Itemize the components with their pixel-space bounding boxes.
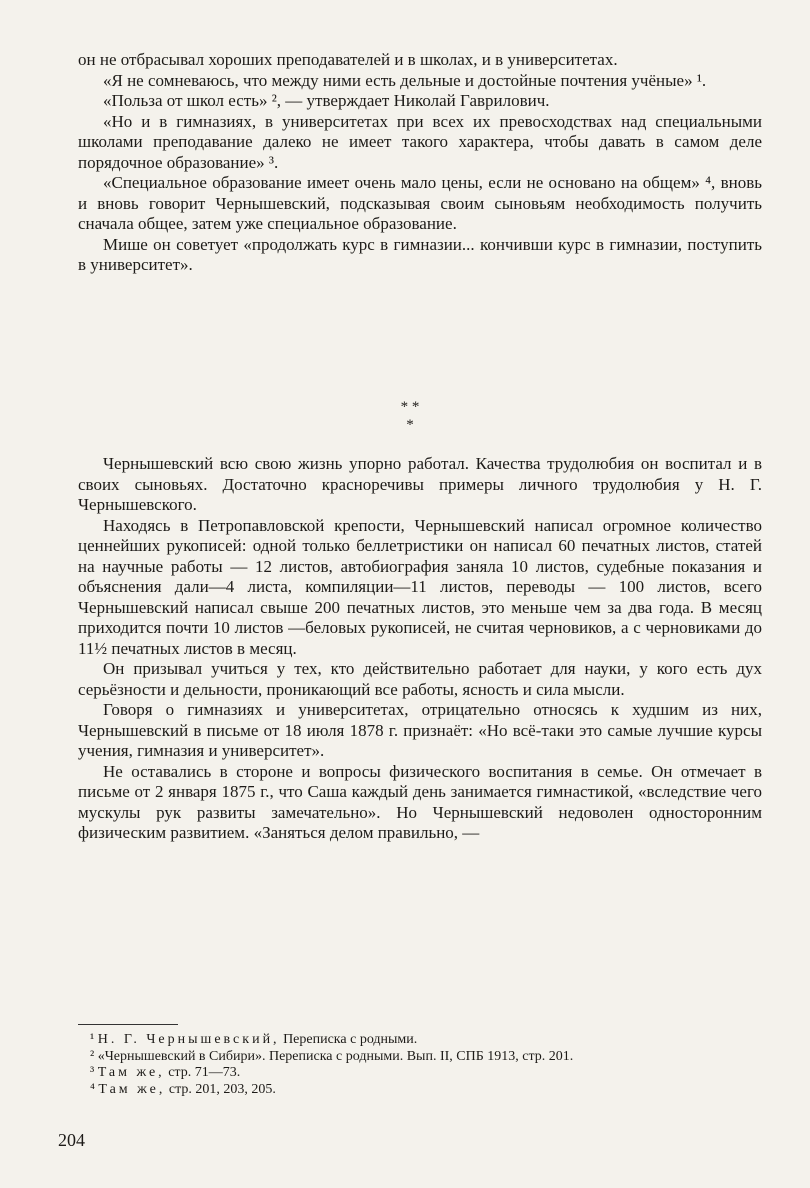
footnote-text: стр. 201, 203, 205. bbox=[165, 1081, 276, 1097]
footnote-mark: ² bbox=[90, 1048, 95, 1064]
separator-stars-top: * * bbox=[400, 399, 420, 415]
footnote-text: «Чернышевский в Сибири». Переписка с родными. Вып. II, СПБ 1913, стр. 201. bbox=[94, 1048, 574, 1064]
footnote-mark: ⁴ bbox=[90, 1081, 95, 1097]
footnotes bbox=[78, 1032, 762, 1098]
footnote-text: стр. 71—73. bbox=[164, 1065, 241, 1080]
footnote-ibid: Там же, bbox=[98, 1081, 166, 1097]
paragraph: «Но и в гимназиях, в университетах при всех их превосходствах над специальными школами преподавание далеко не имеет такого характера, чтобы давать в самом деле порядочное образование» ³. bbox=[78, 111, 762, 172]
footnote-ibid: Там же, bbox=[97, 1065, 165, 1080]
page-number: 204 bbox=[58, 1130, 85, 1150]
paragraph: «Польза от школ есть» ², — утверждает Николай Гаврилович. bbox=[103, 91, 550, 110]
footnote-item bbox=[78, 1032, 762, 1049]
separator-star-bottom: * bbox=[406, 417, 414, 433]
paragraph: «Я не сомневаюсь, что между ними есть дельные и достойные почтения учёные» ¹. bbox=[103, 70, 707, 90]
footnote-text: Переписка с родными. bbox=[279, 1032, 418, 1047]
paragraph: Находясь в Петропавловской крепости, Чернышевский написал огромное количество ценнейших рукописей: одной только беллетристики он написал 60 печатных листов, статей на научные работы — 12 листов, автобиография заняла 10 листов, судебные показания и объяснения дали—4 листа, компиляции—11 листов, переводы — 100 листов, всего Чернышевский написал свыше 200 печатных листов, это меньше чем за два года. В месяц приходится почти 10 листов —беловых рукописей, не считая черновиков, а с черновиками до 11½ печатных листов в месяц. bbox=[78, 515, 762, 658]
footnote-divider bbox=[78, 1024, 178, 1025]
section-separator bbox=[380, 398, 440, 434]
paragraph: Говоря о гимназиях и университетах, отрицательно относясь к худшим из них, Чернышевский в письме от 18 июля 1878 г. признаёт: «Но всё-таки это самые лучшие курсы учения, гимназия и университет». bbox=[78, 700, 762, 760]
body-text-top bbox=[78, 50, 762, 276]
footnote-mark: ³ bbox=[90, 1065, 95, 1080]
footnote-mark: ¹ bbox=[90, 1032, 95, 1047]
footnote-item bbox=[78, 1049, 762, 1066]
footnote-item bbox=[78, 1065, 762, 1082]
paragraph: Он призывал учиться у тех, кто действительно работает для науки, у кого есть дух серьёзности и дельности, проникающий все работы, ясность и сила мысли. bbox=[78, 659, 762, 699]
footnote-author: Н. Г. Чернышевский, bbox=[97, 1032, 280, 1047]
paragraph: Мише он советует «продолжать курс в гимназии... кончивши курс в гимназии, поступить в университет». bbox=[78, 234, 762, 274]
paragraph: «Специальное образование имеет очень мало цены, если не основано на общем» ⁴, вновь и вновь говорит Чернышевский, подсказывая своим сыновьям необходимость получить сначала общее, затем уже специальное образование. bbox=[78, 173, 762, 233]
paragraph: Не оставались в стороне и вопросы физического воспитания в семье. Он отмечает в письме от 2 января 1875 г., что Саша каждый день занимается гимнастикой, «вследствие чего мускулы рук развиты замечательно». Но Чернышевский недоволен односторонним физическим развитием. «Заняться делом правильно, — bbox=[78, 761, 762, 842]
body-text-bottom bbox=[78, 454, 762, 844]
paragraph: Чернышевский всю свою жизнь упорно работал. Качества трудолюбия он воспитал и в своих сыновьях. Достаточно красноречивы примеры личного трудолюбия у Н. Г. Чернышевского. bbox=[78, 454, 762, 514]
footnote-item bbox=[78, 1082, 762, 1099]
paragraph: он не отбрасывал хороших преподавателей и в школах, и в университетах. bbox=[78, 50, 618, 69]
